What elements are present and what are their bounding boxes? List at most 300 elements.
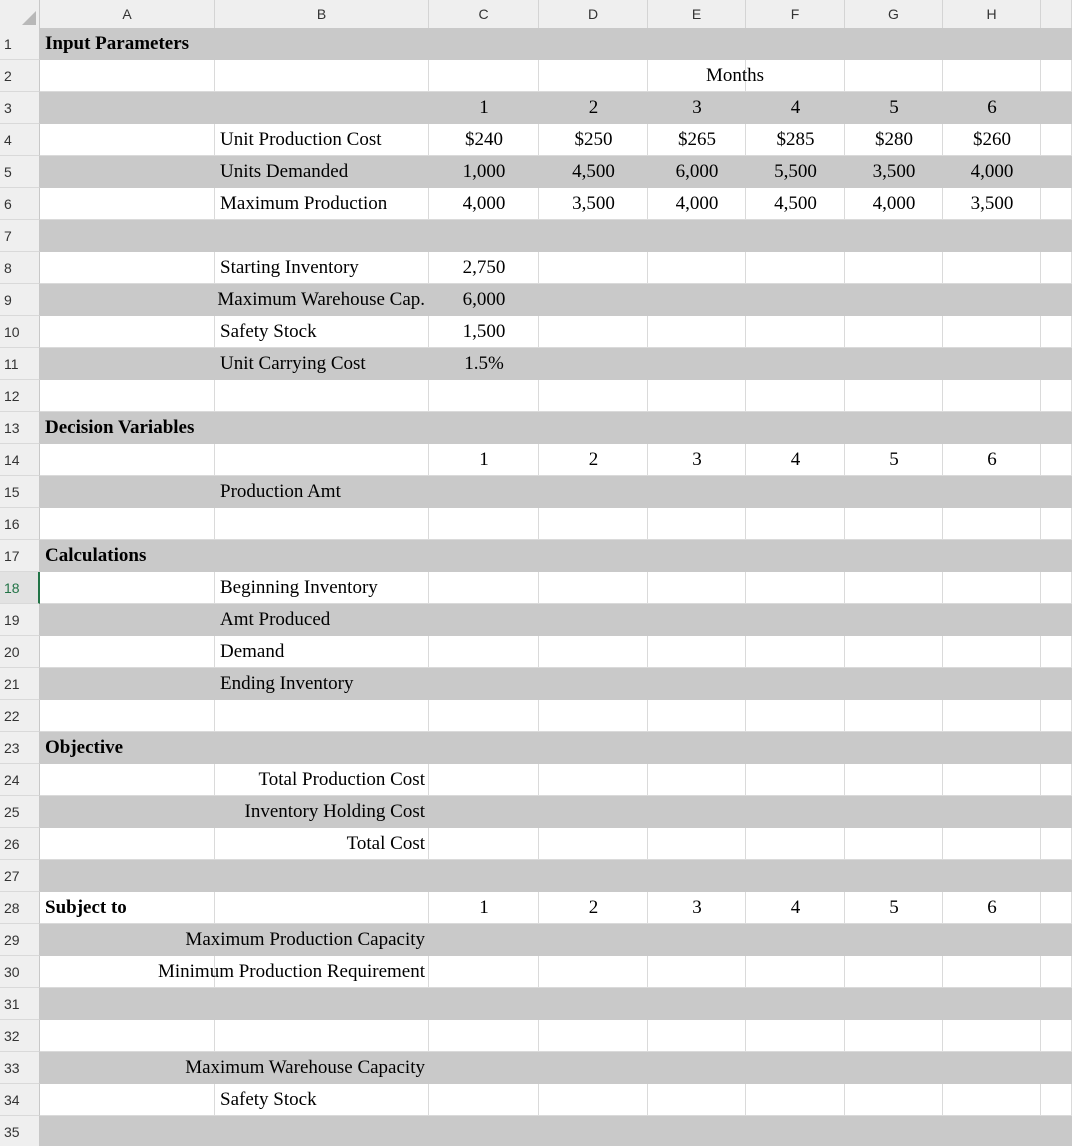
cell-b22[interactable] — [215, 700, 429, 732]
cell-h15[interactable] — [943, 476, 1041, 508]
cell-i5[interactable] — [1041, 156, 1072, 188]
row-header-21[interactable]: 21 — [0, 668, 40, 700]
cell-a4[interactable] — [40, 124, 215, 156]
cell-c15[interactable] — [429, 476, 539, 508]
cell-a20[interactable] — [40, 636, 215, 668]
cell-f16[interactable] — [746, 508, 845, 540]
cell-d10[interactable] — [539, 316, 648, 348]
cell-h31[interactable] — [943, 988, 1041, 1020]
row-header-11[interactable]: 11 — [0, 348, 40, 380]
value-c28: 1 — [479, 897, 489, 918]
cell-e9[interactable] — [648, 284, 746, 316]
cell-b12[interactable] — [215, 380, 429, 412]
cell-h24[interactable] — [943, 764, 1041, 796]
row-header-3[interactable]: 3 — [0, 92, 40, 124]
row-header-12[interactable]: 12 — [0, 380, 40, 412]
cell-d18[interactable] — [539, 572, 648, 604]
cell-a19[interactable] — [40, 604, 215, 636]
cell-f12[interactable] — [746, 380, 845, 412]
cell-g30[interactable] — [845, 956, 943, 988]
cell-i31[interactable] — [1041, 988, 1072, 1020]
cell-h34[interactable] — [943, 1084, 1041, 1116]
cell-c19[interactable] — [429, 604, 539, 636]
cell-b23[interactable] — [215, 732, 429, 764]
cell-g31[interactable] — [845, 988, 943, 1020]
cell-i8[interactable] — [1041, 252, 1072, 284]
cell-e31[interactable] — [648, 988, 746, 1020]
cell-e29[interactable] — [648, 924, 746, 956]
cell-f27[interactable] — [746, 860, 845, 892]
cell-g35[interactable] — [845, 1116, 943, 1146]
cell-g29[interactable] — [845, 924, 943, 956]
cell-i34[interactable] — [1041, 1084, 1072, 1116]
cell-i11[interactable] — [1041, 348, 1072, 380]
cell-c17[interactable] — [429, 540, 539, 572]
cell-d35[interactable] — [539, 1116, 648, 1146]
cell-h13[interactable] — [943, 412, 1041, 444]
cell-e26[interactable] — [648, 828, 746, 860]
cell-a7[interactable] — [40, 220, 215, 252]
cell-b3[interactable] — [215, 92, 429, 124]
cell-c27[interactable] — [429, 860, 539, 892]
row-header-8[interactable]: 8 — [0, 252, 40, 284]
cell-a15[interactable] — [40, 476, 215, 508]
cell-a6[interactable] — [40, 188, 215, 220]
cell-h33[interactable] — [943, 1052, 1041, 1084]
row-header-4[interactable]: 4 — [0, 124, 40, 156]
cell-g26[interactable] — [845, 828, 943, 860]
value-h3: 6 — [987, 97, 997, 118]
cell-d16[interactable] — [539, 508, 648, 540]
cell-h27[interactable] — [943, 860, 1041, 892]
cell-f20[interactable] — [746, 636, 845, 668]
cell-i28[interactable] — [1041, 892, 1072, 924]
cell-f18[interactable] — [746, 572, 845, 604]
sheet-row-18 — [0, 572, 1072, 604]
cell-c34[interactable] — [429, 1084, 539, 1116]
cell-d33[interactable] — [539, 1052, 648, 1084]
cell-d1[interactable] — [539, 28, 648, 60]
cell-a24[interactable] — [40, 764, 215, 796]
cell-a14[interactable] — [40, 444, 215, 476]
cell-i32[interactable] — [1041, 1020, 1072, 1052]
cell-b13[interactable] — [215, 412, 429, 444]
cell-b16[interactable] — [215, 508, 429, 540]
cell-g13[interactable] — [845, 412, 943, 444]
cell-b32[interactable] — [215, 1020, 429, 1052]
row-header-22[interactable]: 22 — [0, 700, 40, 732]
cell-e16[interactable] — [648, 508, 746, 540]
row-header-34[interactable]: 34 — [0, 1084, 40, 1116]
cell-i4[interactable] — [1041, 124, 1072, 156]
cell-a8[interactable] — [40, 252, 215, 284]
value-f4: $285 — [776, 129, 815, 150]
cell-f35[interactable] — [746, 1116, 845, 1146]
cell-i24[interactable] — [1041, 764, 1072, 796]
row-header-23[interactable]: 23 — [0, 732, 40, 764]
row-header-14[interactable]: 14 — [0, 444, 40, 476]
cell-f30[interactable] — [746, 956, 845, 988]
sheet-row-10 — [0, 316, 1072, 348]
cell-e24[interactable] — [648, 764, 746, 796]
cell-i23[interactable] — [1041, 732, 1072, 764]
cell-a11[interactable] — [40, 348, 215, 380]
cell-b1[interactable] — [215, 28, 429, 60]
cell-e32[interactable] — [648, 1020, 746, 1052]
column-header-h[interactable]: H — [943, 0, 1041, 28]
row-header-18[interactable]: 18 — [0, 572, 40, 604]
cell-d17[interactable] — [539, 540, 648, 572]
cell-h23[interactable] — [943, 732, 1041, 764]
cell-h7[interactable] — [943, 220, 1041, 252]
row-header-10[interactable]: 10 — [0, 316, 40, 348]
cell-a34[interactable] — [40, 1084, 215, 1116]
row-header-16[interactable]: 16 — [0, 508, 40, 540]
cell-h29[interactable] — [943, 924, 1041, 956]
cell-f33[interactable] — [746, 1052, 845, 1084]
cell-i33[interactable] — [1041, 1052, 1072, 1084]
cell-f32[interactable] — [746, 1020, 845, 1052]
cell-e18[interactable] — [648, 572, 746, 604]
cell-d32[interactable] — [539, 1020, 648, 1052]
cell-c1[interactable] — [429, 28, 539, 60]
cell-a5[interactable] — [40, 156, 215, 188]
row-header-29[interactable]: 29 — [0, 924, 40, 956]
cell-b14[interactable] — [215, 444, 429, 476]
cell-a10[interactable] — [40, 316, 215, 348]
cell-i14[interactable] — [1041, 444, 1072, 476]
cell-d13[interactable] — [539, 412, 648, 444]
cell-c23[interactable] — [429, 732, 539, 764]
column-header-a[interactable]: A — [40, 0, 215, 28]
cell-h22[interactable] — [943, 700, 1041, 732]
cell-e11[interactable] — [648, 348, 746, 380]
cell-f24[interactable] — [746, 764, 845, 796]
cell-e13[interactable] — [648, 412, 746, 444]
cell-b31[interactable] — [215, 988, 429, 1020]
column-header-f[interactable]: F — [746, 0, 845, 28]
cell-i9[interactable] — [1041, 284, 1072, 316]
row-header-17[interactable]: 17 — [0, 540, 40, 572]
cell-d11[interactable] — [539, 348, 648, 380]
cell-h11[interactable] — [943, 348, 1041, 380]
cell-h21[interactable] — [943, 668, 1041, 700]
row-header-19[interactable]: 19 — [0, 604, 40, 636]
row-header-35[interactable]: 35 — [0, 1116, 40, 1146]
cell-d25[interactable] — [539, 796, 648, 828]
cell-c35[interactable] — [429, 1116, 539, 1146]
cell-e35[interactable] — [648, 1116, 746, 1146]
cell-g15[interactable] — [845, 476, 943, 508]
cell-b17[interactable] — [215, 540, 429, 572]
cell-f31[interactable] — [746, 988, 845, 1020]
row-header-6[interactable]: 6 — [0, 188, 40, 220]
cell-b28[interactable] — [215, 892, 429, 924]
cell-a31[interactable] — [40, 988, 215, 1020]
select-all-corner[interactable] — [0, 0, 40, 28]
cell-i6[interactable] — [1041, 188, 1072, 220]
cell-f21[interactable] — [746, 668, 845, 700]
cell-h9[interactable] — [943, 284, 1041, 316]
cell-f22[interactable] — [746, 700, 845, 732]
cell-g24[interactable] — [845, 764, 943, 796]
cell-d12[interactable] — [539, 380, 648, 412]
cell-i12[interactable] — [1041, 380, 1072, 412]
sheet-row-7 — [0, 220, 1072, 252]
row-header-31[interactable]: 31 — [0, 988, 40, 1020]
cell-f25[interactable] — [746, 796, 845, 828]
column-header-b[interactable]: B — [215, 0, 429, 28]
cell-e15[interactable] — [648, 476, 746, 508]
cell-d24[interactable] — [539, 764, 648, 796]
cell-i3[interactable] — [1041, 92, 1072, 124]
row-header-5[interactable]: 5 — [0, 156, 40, 188]
cell-b7[interactable] — [215, 220, 429, 252]
cell-h30[interactable] — [943, 956, 1041, 988]
cell-e10[interactable] — [648, 316, 746, 348]
cell-h12[interactable] — [943, 380, 1041, 412]
sheet-row-13 — [0, 412, 1072, 444]
cell-b2[interactable] — [215, 60, 429, 92]
cell-h17[interactable] — [943, 540, 1041, 572]
cell-e21[interactable] — [648, 668, 746, 700]
cell-g10[interactable] — [845, 316, 943, 348]
cell-d8[interactable] — [539, 252, 648, 284]
cell-f34[interactable] — [746, 1084, 845, 1116]
cell-g27[interactable] — [845, 860, 943, 892]
cell-f11[interactable] — [746, 348, 845, 380]
cell-f9[interactable] — [746, 284, 845, 316]
cell-g25[interactable] — [845, 796, 943, 828]
cell-a32[interactable] — [40, 1020, 215, 1052]
cell-f1[interactable] — [746, 28, 845, 60]
row-header-27[interactable]: 27 — [0, 860, 40, 892]
cell-i27[interactable] — [1041, 860, 1072, 892]
cell-g17[interactable] — [845, 540, 943, 572]
cell-i21[interactable] — [1041, 668, 1072, 700]
cell-g11[interactable] — [845, 348, 943, 380]
cell-e23[interactable] — [648, 732, 746, 764]
cell-d27[interactable] — [539, 860, 648, 892]
cell-b35[interactable] — [215, 1116, 429, 1146]
value-c3: 1 — [479, 97, 489, 118]
cell-h16[interactable] — [943, 508, 1041, 540]
cell-i25[interactable] — [1041, 796, 1072, 828]
cell-d23[interactable] — [539, 732, 648, 764]
cell-i19[interactable] — [1041, 604, 1072, 636]
cell-a26[interactable] — [40, 828, 215, 860]
cell-e19[interactable] — [648, 604, 746, 636]
cell-f17[interactable] — [746, 540, 845, 572]
cell-i16[interactable] — [1041, 508, 1072, 540]
cell-c30[interactable] — [429, 956, 539, 988]
cell-d15[interactable] — [539, 476, 648, 508]
cell-a3[interactable] — [40, 92, 215, 124]
row-header-30[interactable]: 30 — [0, 956, 40, 988]
cell-h8[interactable] — [943, 252, 1041, 284]
cell-f19[interactable] — [746, 604, 845, 636]
cell-c13[interactable] — [429, 412, 539, 444]
cell-g16[interactable] — [845, 508, 943, 540]
cell-e25[interactable] — [648, 796, 746, 828]
cell-c26[interactable] — [429, 828, 539, 860]
column-header-c[interactable]: C — [429, 0, 539, 28]
cell-a22[interactable] — [40, 700, 215, 732]
cell-i1[interactable] — [1041, 28, 1072, 60]
row-header-20[interactable]: 20 — [0, 636, 40, 668]
cell-c33[interactable] — [429, 1052, 539, 1084]
cell-h19[interactable] — [943, 604, 1041, 636]
cell-c32[interactable] — [429, 1020, 539, 1052]
cell-i29[interactable] — [1041, 924, 1072, 956]
cell-e34[interactable] — [648, 1084, 746, 1116]
cell-i10[interactable] — [1041, 316, 1072, 348]
cell-c24[interactable] — [429, 764, 539, 796]
cell-g18[interactable] — [845, 572, 943, 604]
cell-c21[interactable] — [429, 668, 539, 700]
cell-f13[interactable] — [746, 412, 845, 444]
row-header-9[interactable]: 9 — [0, 284, 40, 316]
cell-d29[interactable] — [539, 924, 648, 956]
cell-i30[interactable] — [1041, 956, 1072, 988]
value-e3: 3 — [692, 97, 702, 118]
cell-c22[interactable] — [429, 700, 539, 732]
cell-e20[interactable] — [648, 636, 746, 668]
cell-e1[interactable] — [648, 28, 746, 60]
cell-h18[interactable] — [943, 572, 1041, 604]
cell-f26[interactable] — [746, 828, 845, 860]
cell-f15[interactable] — [746, 476, 845, 508]
cell-i26[interactable] — [1041, 828, 1072, 860]
cell-h1[interactable] — [943, 28, 1041, 60]
cell-i13[interactable] — [1041, 412, 1072, 444]
cell-h32[interactable] — [943, 1020, 1041, 1052]
cell-b27[interactable] — [215, 860, 429, 892]
row-header-32[interactable]: 32 — [0, 1020, 40, 1052]
cell-a16[interactable] — [40, 508, 215, 540]
cell-c12[interactable] — [429, 380, 539, 412]
cell-e12[interactable] — [648, 380, 746, 412]
row-header-33[interactable]: 33 — [0, 1052, 40, 1084]
cell-d34[interactable] — [539, 1084, 648, 1116]
cell-c16[interactable] — [429, 508, 539, 540]
cell-i2[interactable] — [1041, 60, 1072, 92]
cell-a35[interactable] — [40, 1116, 215, 1146]
cell-d20[interactable] — [539, 636, 648, 668]
cell-c25[interactable] — [429, 796, 539, 828]
cell-e27[interactable] — [648, 860, 746, 892]
cell-g22[interactable] — [845, 700, 943, 732]
cell-i15[interactable] — [1041, 476, 1072, 508]
cell-a9[interactable] — [40, 284, 215, 316]
cell-c18[interactable] — [429, 572, 539, 604]
column-header-d[interactable]: D — [539, 0, 648, 28]
cell-g12[interactable] — [845, 380, 943, 412]
cell-e30[interactable] — [648, 956, 746, 988]
cell-g1[interactable] — [845, 28, 943, 60]
cell-f23[interactable] — [746, 732, 845, 764]
cell-h25[interactable] — [943, 796, 1041, 828]
cell-a12[interactable] — [40, 380, 215, 412]
cell-g19[interactable] — [845, 604, 943, 636]
cell-d26[interactable] — [539, 828, 648, 860]
cell-f7[interactable] — [746, 220, 845, 252]
cell-f8[interactable] — [746, 252, 845, 284]
cell-g20[interactable] — [845, 636, 943, 668]
row-header-2[interactable]: 2 — [0, 60, 40, 92]
cell-a2[interactable] — [40, 60, 215, 92]
cell-e33[interactable] — [648, 1052, 746, 1084]
cell-g8[interactable] — [845, 252, 943, 284]
cell-c20[interactable] — [429, 636, 539, 668]
cell-f10[interactable] — [746, 316, 845, 348]
cell-e7[interactable] — [648, 220, 746, 252]
cell-d21[interactable] — [539, 668, 648, 700]
cell-d30[interactable] — [539, 956, 648, 988]
row-header-15[interactable]: 15 — [0, 476, 40, 508]
cell-i20[interactable] — [1041, 636, 1072, 668]
value-g28: 5 — [889, 897, 899, 918]
cell-g32[interactable] — [845, 1020, 943, 1052]
cell-c29[interactable] — [429, 924, 539, 956]
row-header-7[interactable]: 7 — [0, 220, 40, 252]
cell-d22[interactable] — [539, 700, 648, 732]
value-h14: 6 — [987, 449, 997, 470]
value-g3: 5 — [889, 97, 899, 118]
row-header-26[interactable]: 26 — [0, 828, 40, 860]
value-d3: 2 — [588, 97, 599, 118]
cell-g23[interactable] — [845, 732, 943, 764]
row-header-25[interactable]: 25 — [0, 796, 40, 828]
cell-g21[interactable] — [845, 668, 943, 700]
cell-e8[interactable] — [648, 252, 746, 284]
cell-h20[interactable] — [943, 636, 1041, 668]
cell-c31[interactable] — [429, 988, 539, 1020]
cell-e17[interactable] — [648, 540, 746, 572]
cell-g34[interactable] — [845, 1084, 943, 1116]
cell-a21[interactable] — [40, 668, 215, 700]
cell-h10[interactable] — [943, 316, 1041, 348]
cell-d7[interactable] — [539, 220, 648, 252]
column-header-g[interactable]: G — [845, 0, 943, 28]
cell-f29[interactable] — [746, 924, 845, 956]
cell-i22[interactable] — [1041, 700, 1072, 732]
column-header-e[interactable]: E — [648, 0, 746, 28]
cell-h35[interactable] — [943, 1116, 1041, 1146]
column-header-i[interactable] — [1041, 0, 1072, 28]
row-header-1[interactable]: 1 — [0, 28, 40, 60]
cell-i18[interactable] — [1041, 572, 1072, 604]
cell-i17[interactable] — [1041, 540, 1072, 572]
row-header-24[interactable]: 24 — [0, 764, 40, 796]
cell-a18[interactable] — [40, 572, 215, 604]
cell-a27[interactable] — [40, 860, 215, 892]
cell-h26[interactable] — [943, 828, 1041, 860]
cell-d31[interactable] — [539, 988, 648, 1020]
cell-i7[interactable] — [1041, 220, 1072, 252]
cell-e22[interactable] — [648, 700, 746, 732]
cell-d19[interactable] — [539, 604, 648, 636]
cell-i35[interactable] — [1041, 1116, 1072, 1146]
row-header-28[interactable]: 28 — [0, 892, 40, 924]
row-header-13[interactable]: 13 — [0, 412, 40, 444]
cell-d9[interactable] — [539, 284, 648, 316]
cell-g9[interactable] — [845, 284, 943, 316]
cell-g33[interactable] — [845, 1052, 943, 1084]
cell-a25[interactable] — [40, 796, 215, 828]
cell-g7[interactable] — [845, 220, 943, 252]
cell-c7[interactable] — [429, 220, 539, 252]
